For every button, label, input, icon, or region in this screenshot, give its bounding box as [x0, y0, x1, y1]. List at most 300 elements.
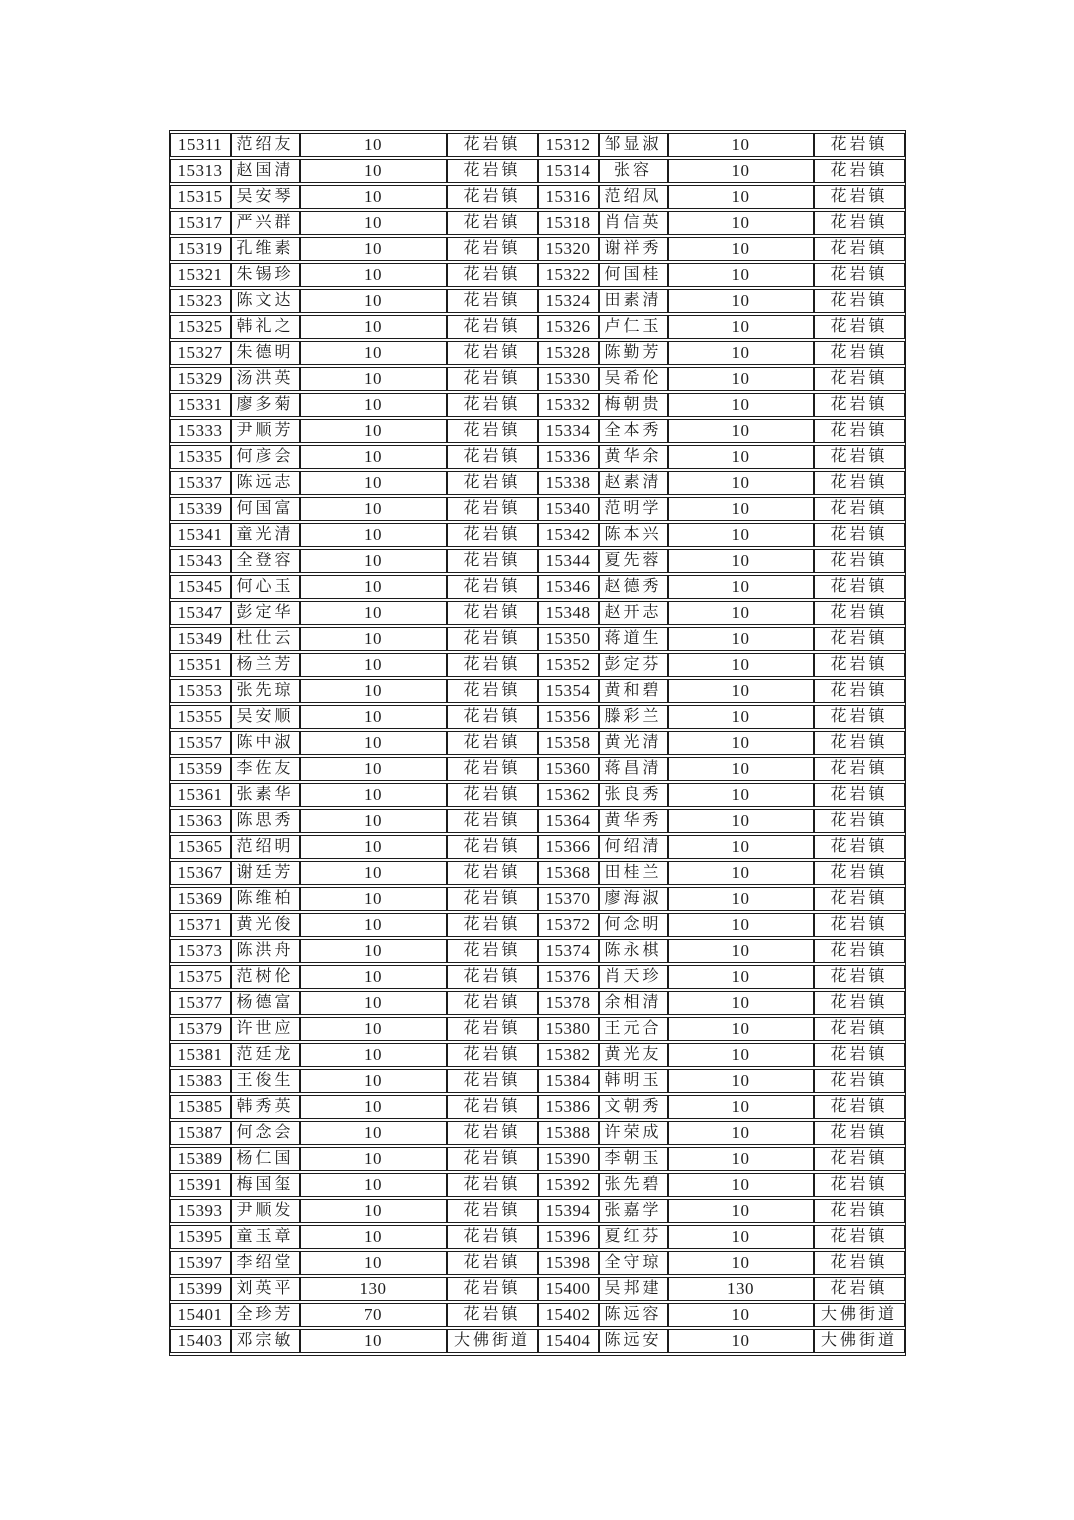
amount-cell: 10	[668, 133, 814, 157]
name-cell: 杨兰芳	[231, 653, 300, 677]
table-row	[170, 185, 905, 209]
amount-cell: 10	[668, 679, 814, 703]
amount-cell: 10	[668, 1173, 814, 1197]
id-cell: 15391	[170, 1173, 231, 1197]
name-cell: 肖信英	[599, 211, 668, 235]
name-cell: 尹顺发	[231, 1199, 300, 1223]
name-cell: 何念明	[599, 913, 668, 937]
name-cell: 张嘉学	[599, 1199, 668, 1223]
town-cell: 花岩镇	[814, 757, 905, 781]
town-cell: 花岩镇	[447, 445, 538, 469]
amount-cell: 10	[300, 835, 447, 859]
amount-cell: 10	[300, 159, 447, 183]
name-cell: 陈远安	[599, 1329, 668, 1353]
name-cell: 范廷龙	[231, 1043, 300, 1067]
town-cell: 花岩镇	[447, 601, 538, 625]
town-cell: 花岩镇	[814, 783, 905, 807]
town-cell: 花岩镇	[814, 601, 905, 625]
id-cell: 15355	[170, 705, 231, 729]
id-cell: 15313	[170, 159, 231, 183]
id-cell: 15328	[538, 341, 599, 365]
id-cell: 15387	[170, 1121, 231, 1145]
amount-cell: 10	[668, 419, 814, 443]
town-cell: 花岩镇	[447, 1121, 538, 1145]
name-cell: 文朝秀	[599, 1095, 668, 1119]
name-cell: 黄光友	[599, 1043, 668, 1067]
name-cell: 全珍芳	[231, 1303, 300, 1327]
amount-cell: 10	[300, 705, 447, 729]
town-cell: 花岩镇	[447, 315, 538, 339]
town-cell: 花岩镇	[814, 289, 905, 313]
name-cell: 李朝玉	[599, 1147, 668, 1171]
id-cell: 15362	[538, 783, 599, 807]
table-row	[170, 1251, 905, 1275]
town-cell: 花岩镇	[447, 1225, 538, 1249]
table-row	[170, 627, 905, 651]
name-cell: 夏先蓉	[599, 549, 668, 573]
name-cell: 全登容	[231, 549, 300, 573]
amount-cell: 10	[300, 601, 447, 625]
table-row	[170, 1225, 905, 1249]
id-cell: 15388	[538, 1121, 599, 1145]
name-cell: 杜仕云	[231, 627, 300, 651]
id-cell: 15334	[538, 419, 599, 443]
id-cell: 15315	[170, 185, 231, 209]
id-cell: 15335	[170, 445, 231, 469]
name-cell: 王元合	[599, 1017, 668, 1041]
name-cell: 何心玉	[231, 575, 300, 599]
table-row	[170, 653, 905, 677]
id-cell: 15381	[170, 1043, 231, 1067]
amount-cell: 10	[300, 575, 447, 599]
name-cell: 陈远容	[599, 1303, 668, 1327]
amount-cell: 10	[668, 497, 814, 521]
amount-cell: 10	[668, 185, 814, 209]
town-cell: 花岩镇	[447, 341, 538, 365]
id-cell: 15337	[170, 471, 231, 495]
table-row	[170, 497, 905, 521]
name-cell: 彭定华	[231, 601, 300, 625]
amount-cell: 10	[668, 757, 814, 781]
table-row	[170, 133, 905, 157]
town-cell: 花岩镇	[447, 211, 538, 235]
id-cell: 15403	[170, 1329, 231, 1353]
amount-cell: 10	[300, 185, 447, 209]
id-cell: 15359	[170, 757, 231, 781]
id-cell: 15383	[170, 1069, 231, 1093]
id-cell: 15331	[170, 393, 231, 417]
amount-cell: 10	[668, 237, 814, 261]
table-row	[170, 419, 905, 443]
amount-cell: 10	[668, 939, 814, 963]
amount-cell: 10	[300, 965, 447, 989]
name-cell: 肖天珍	[599, 965, 668, 989]
name-cell: 全守琼	[599, 1251, 668, 1275]
town-cell: 花岩镇	[447, 913, 538, 937]
table-row	[170, 575, 905, 599]
table-row	[170, 1043, 905, 1067]
town-cell: 花岩镇	[814, 133, 905, 157]
town-cell: 花岩镇	[814, 237, 905, 261]
id-cell: 15399	[170, 1277, 231, 1301]
name-cell: 赵国清	[231, 159, 300, 183]
amount-cell: 10	[300, 1095, 447, 1119]
table-row	[170, 1121, 905, 1145]
town-cell: 大佛街道	[814, 1329, 905, 1353]
name-cell: 陈中淑	[231, 731, 300, 755]
id-cell: 15401	[170, 1303, 231, 1327]
id-cell: 15342	[538, 523, 599, 547]
id-cell: 15397	[170, 1251, 231, 1275]
town-cell: 花岩镇	[814, 263, 905, 287]
town-cell: 花岩镇	[814, 159, 905, 183]
amount-cell: 10	[668, 523, 814, 547]
id-cell: 15357	[170, 731, 231, 755]
table-row	[170, 1017, 905, 1041]
name-cell: 陈永棋	[599, 939, 668, 963]
town-cell: 花岩镇	[814, 211, 905, 235]
table-row	[170, 835, 905, 859]
amount-cell: 10	[668, 913, 814, 937]
amount-cell: 10	[668, 341, 814, 365]
name-cell: 童玉章	[231, 1225, 300, 1249]
town-cell: 花岩镇	[447, 965, 538, 989]
id-cell: 15382	[538, 1043, 599, 1067]
amount-cell: 10	[668, 367, 814, 391]
town-cell: 花岩镇	[447, 1017, 538, 1041]
town-cell: 花岩镇	[447, 835, 538, 859]
town-cell: 花岩镇	[447, 1199, 538, 1223]
amount-cell: 10	[300, 861, 447, 885]
name-cell: 谢廷芳	[231, 861, 300, 885]
id-cell: 15384	[538, 1069, 599, 1093]
amount-cell: 10	[668, 211, 814, 235]
town-cell: 花岩镇	[814, 809, 905, 833]
id-cell: 15311	[170, 133, 231, 157]
town-cell: 花岩镇	[447, 939, 538, 963]
amount-cell: 10	[668, 1329, 814, 1353]
town-cell: 花岩镇	[814, 1147, 905, 1171]
name-cell: 何国桂	[599, 263, 668, 287]
name-cell: 韩明玉	[599, 1069, 668, 1093]
town-cell: 花岩镇	[814, 835, 905, 859]
id-cell: 15336	[538, 445, 599, 469]
name-cell: 何国富	[231, 497, 300, 521]
town-cell: 花岩镇	[814, 731, 905, 755]
name-cell: 许荣成	[599, 1121, 668, 1145]
name-cell: 陈勤芳	[599, 341, 668, 365]
amount-cell: 10	[668, 705, 814, 729]
id-cell: 15356	[538, 705, 599, 729]
town-cell: 花岩镇	[447, 1095, 538, 1119]
name-cell: 陈维柏	[231, 887, 300, 911]
id-cell: 15400	[538, 1277, 599, 1301]
town-cell: 花岩镇	[814, 1017, 905, 1041]
amount-cell: 10	[300, 887, 447, 911]
id-cell: 15327	[170, 341, 231, 365]
town-cell: 大佛街道	[814, 1303, 905, 1327]
amount-cell: 10	[300, 679, 447, 703]
town-cell: 花岩镇	[814, 471, 905, 495]
name-cell: 范绍凤	[599, 185, 668, 209]
town-cell: 花岩镇	[447, 393, 538, 417]
id-cell: 15341	[170, 523, 231, 547]
amount-cell: 10	[300, 1121, 447, 1145]
name-cell: 黄华秀	[599, 809, 668, 833]
amount-cell: 10	[668, 1303, 814, 1327]
amount-cell: 10	[668, 731, 814, 755]
amount-cell: 10	[300, 627, 447, 651]
amount-cell: 10	[668, 653, 814, 677]
amount-cell: 130	[300, 1277, 447, 1301]
town-cell: 花岩镇	[814, 185, 905, 209]
town-cell: 大佛街道	[447, 1329, 538, 1353]
town-cell: 花岩镇	[447, 419, 538, 443]
name-cell: 范树伦	[231, 965, 300, 989]
amount-cell: 10	[300, 133, 447, 157]
town-cell: 花岩镇	[814, 549, 905, 573]
town-cell: 花岩镇	[814, 1277, 905, 1301]
name-cell: 赵德秀	[599, 575, 668, 599]
name-cell: 卢仁玉	[599, 315, 668, 339]
name-cell: 邹显淑	[599, 133, 668, 157]
amount-cell: 10	[300, 1017, 447, 1041]
town-cell: 花岩镇	[814, 1043, 905, 1067]
town-cell: 花岩镇	[814, 1225, 905, 1249]
name-cell: 全本秀	[599, 419, 668, 443]
id-cell: 15375	[170, 965, 231, 989]
amount-cell: 10	[300, 549, 447, 573]
name-cell: 许世应	[231, 1017, 300, 1041]
table-row	[170, 913, 905, 937]
amount-cell: 10	[300, 991, 447, 1015]
table-row	[170, 939, 905, 963]
town-cell: 花岩镇	[447, 731, 538, 755]
name-cell: 杨德富	[231, 991, 300, 1015]
amount-cell: 10	[300, 341, 447, 365]
amount-cell: 10	[668, 1225, 814, 1249]
name-cell: 吴邦建	[599, 1277, 668, 1301]
id-cell: 15374	[538, 939, 599, 963]
town-cell: 花岩镇	[447, 627, 538, 651]
town-cell: 花岩镇	[447, 1303, 538, 1327]
id-cell: 15349	[170, 627, 231, 651]
name-cell: 邓宗敏	[231, 1329, 300, 1353]
amount-cell: 10	[300, 445, 447, 469]
name-cell: 李绍堂	[231, 1251, 300, 1275]
amount-cell: 10	[300, 783, 447, 807]
id-cell: 15394	[538, 1199, 599, 1223]
table-row	[170, 211, 905, 235]
table-row	[170, 393, 905, 417]
name-cell: 朱德明	[231, 341, 300, 365]
id-cell: 15320	[538, 237, 599, 261]
id-cell: 15371	[170, 913, 231, 937]
amount-cell: 10	[668, 1251, 814, 1275]
id-cell: 15354	[538, 679, 599, 703]
id-cell: 15317	[170, 211, 231, 235]
id-cell: 15322	[538, 263, 599, 287]
table-row	[170, 1329, 905, 1353]
id-cell: 15351	[170, 653, 231, 677]
town-cell: 花岩镇	[447, 159, 538, 183]
town-cell: 花岩镇	[814, 575, 905, 599]
town-cell: 花岩镇	[814, 341, 905, 365]
town-cell: 花岩镇	[814, 991, 905, 1015]
name-cell: 严兴群	[231, 211, 300, 235]
id-cell: 15390	[538, 1147, 599, 1171]
amount-cell: 10	[300, 263, 447, 287]
name-cell: 陈本兴	[599, 523, 668, 547]
town-cell: 花岩镇	[447, 679, 538, 703]
name-cell: 张素华	[231, 783, 300, 807]
amount-cell: 10	[668, 783, 814, 807]
name-cell: 韩礼之	[231, 315, 300, 339]
amount-cell: 10	[300, 367, 447, 391]
amount-cell: 10	[300, 1147, 447, 1171]
town-cell: 花岩镇	[447, 1069, 538, 1093]
table-row	[170, 757, 905, 781]
id-cell: 15389	[170, 1147, 231, 1171]
amount-cell: 10	[300, 913, 447, 937]
table-row	[170, 471, 905, 495]
name-cell: 蒋道生	[599, 627, 668, 651]
amount-cell: 10	[668, 159, 814, 183]
id-cell: 15385	[170, 1095, 231, 1119]
town-cell: 花岩镇	[447, 237, 538, 261]
table-row	[170, 991, 905, 1015]
table-row	[170, 1277, 905, 1301]
amount-cell: 10	[300, 1069, 447, 1093]
town-cell: 花岩镇	[447, 575, 538, 599]
name-cell: 陈远志	[231, 471, 300, 495]
name-cell: 尹顺芳	[231, 419, 300, 443]
amount-cell: 10	[668, 965, 814, 989]
town-cell: 花岩镇	[447, 783, 538, 807]
amount-cell: 10	[300, 1043, 447, 1067]
town-cell: 花岩镇	[447, 757, 538, 781]
town-cell: 花岩镇	[814, 1173, 905, 1197]
name-cell: 刘英平	[231, 1277, 300, 1301]
name-cell: 韩秀英	[231, 1095, 300, 1119]
amount-cell: 10	[668, 549, 814, 573]
table-row	[170, 523, 905, 547]
id-cell: 15343	[170, 549, 231, 573]
name-cell: 田桂兰	[599, 861, 668, 885]
id-cell: 15378	[538, 991, 599, 1015]
amount-cell: 10	[668, 991, 814, 1015]
name-cell: 何绍清	[599, 835, 668, 859]
name-cell: 夏红芬	[599, 1225, 668, 1249]
amount-cell: 10	[668, 601, 814, 625]
id-cell: 15380	[538, 1017, 599, 1041]
id-cell: 15318	[538, 211, 599, 235]
amount-cell: 10	[668, 445, 814, 469]
amount-cell: 10	[300, 731, 447, 755]
town-cell: 花岩镇	[447, 653, 538, 677]
amount-cell: 10	[668, 393, 814, 417]
table-row	[170, 367, 905, 391]
town-cell: 花岩镇	[814, 1069, 905, 1093]
table-row	[170, 783, 905, 807]
amount-cell: 10	[668, 263, 814, 287]
id-cell: 15338	[538, 471, 599, 495]
id-cell: 15348	[538, 601, 599, 625]
id-cell: 15386	[538, 1095, 599, 1119]
id-cell: 15365	[170, 835, 231, 859]
amount-cell: 10	[668, 315, 814, 339]
town-cell: 花岩镇	[447, 991, 538, 1015]
name-cell: 吴希伦	[599, 367, 668, 391]
amount-cell: 10	[300, 237, 447, 261]
town-cell: 花岩镇	[814, 705, 905, 729]
records-table	[169, 130, 906, 1356]
id-cell: 15376	[538, 965, 599, 989]
town-cell: 花岩镇	[814, 1095, 905, 1119]
amount-cell: 10	[668, 1017, 814, 1041]
amount-cell: 10	[300, 419, 447, 443]
amount-cell: 10	[300, 1225, 447, 1249]
amount-cell: 10	[300, 289, 447, 313]
name-cell: 蒋昌清	[599, 757, 668, 781]
town-cell: 花岩镇	[814, 1199, 905, 1223]
town-cell: 花岩镇	[447, 263, 538, 287]
id-cell: 15361	[170, 783, 231, 807]
id-cell: 15395	[170, 1225, 231, 1249]
town-cell: 花岩镇	[447, 549, 538, 573]
id-cell: 15347	[170, 601, 231, 625]
name-cell: 汤洪英	[231, 367, 300, 391]
id-cell: 15324	[538, 289, 599, 313]
name-cell: 张先碧	[599, 1173, 668, 1197]
id-cell: 15314	[538, 159, 599, 183]
town-cell: 花岩镇	[814, 965, 905, 989]
name-cell: 陈洪舟	[231, 939, 300, 963]
town-cell: 花岩镇	[447, 887, 538, 911]
amount-cell: 10	[300, 1251, 447, 1275]
name-cell: 陈思秀	[231, 809, 300, 833]
id-cell: 15402	[538, 1303, 599, 1327]
id-cell: 15346	[538, 575, 599, 599]
amount-cell: 10	[300, 653, 447, 677]
amount-cell: 10	[300, 939, 447, 963]
id-cell: 15373	[170, 939, 231, 963]
id-cell: 15339	[170, 497, 231, 521]
table-row	[170, 445, 905, 469]
id-cell: 15393	[170, 1199, 231, 1223]
town-cell: 花岩镇	[814, 1121, 905, 1145]
id-cell: 15326	[538, 315, 599, 339]
town-cell: 花岩镇	[447, 1147, 538, 1171]
name-cell: 陈文达	[231, 289, 300, 313]
id-cell: 15366	[538, 835, 599, 859]
town-cell: 花岩镇	[814, 653, 905, 677]
name-cell: 滕彩兰	[599, 705, 668, 729]
id-cell: 15368	[538, 861, 599, 885]
town-cell: 花岩镇	[814, 393, 905, 417]
name-cell: 赵开志	[599, 601, 668, 625]
amount-cell: 10	[668, 1069, 814, 1093]
id-cell: 15379	[170, 1017, 231, 1041]
town-cell: 花岩镇	[814, 913, 905, 937]
town-cell: 花岩镇	[447, 861, 538, 885]
table-row	[170, 289, 905, 313]
name-cell: 梅朝贵	[599, 393, 668, 417]
name-cell: 黄光清	[599, 731, 668, 755]
name-cell: 张容	[599, 159, 668, 183]
table-row	[170, 315, 905, 339]
town-cell: 花岩镇	[814, 419, 905, 443]
